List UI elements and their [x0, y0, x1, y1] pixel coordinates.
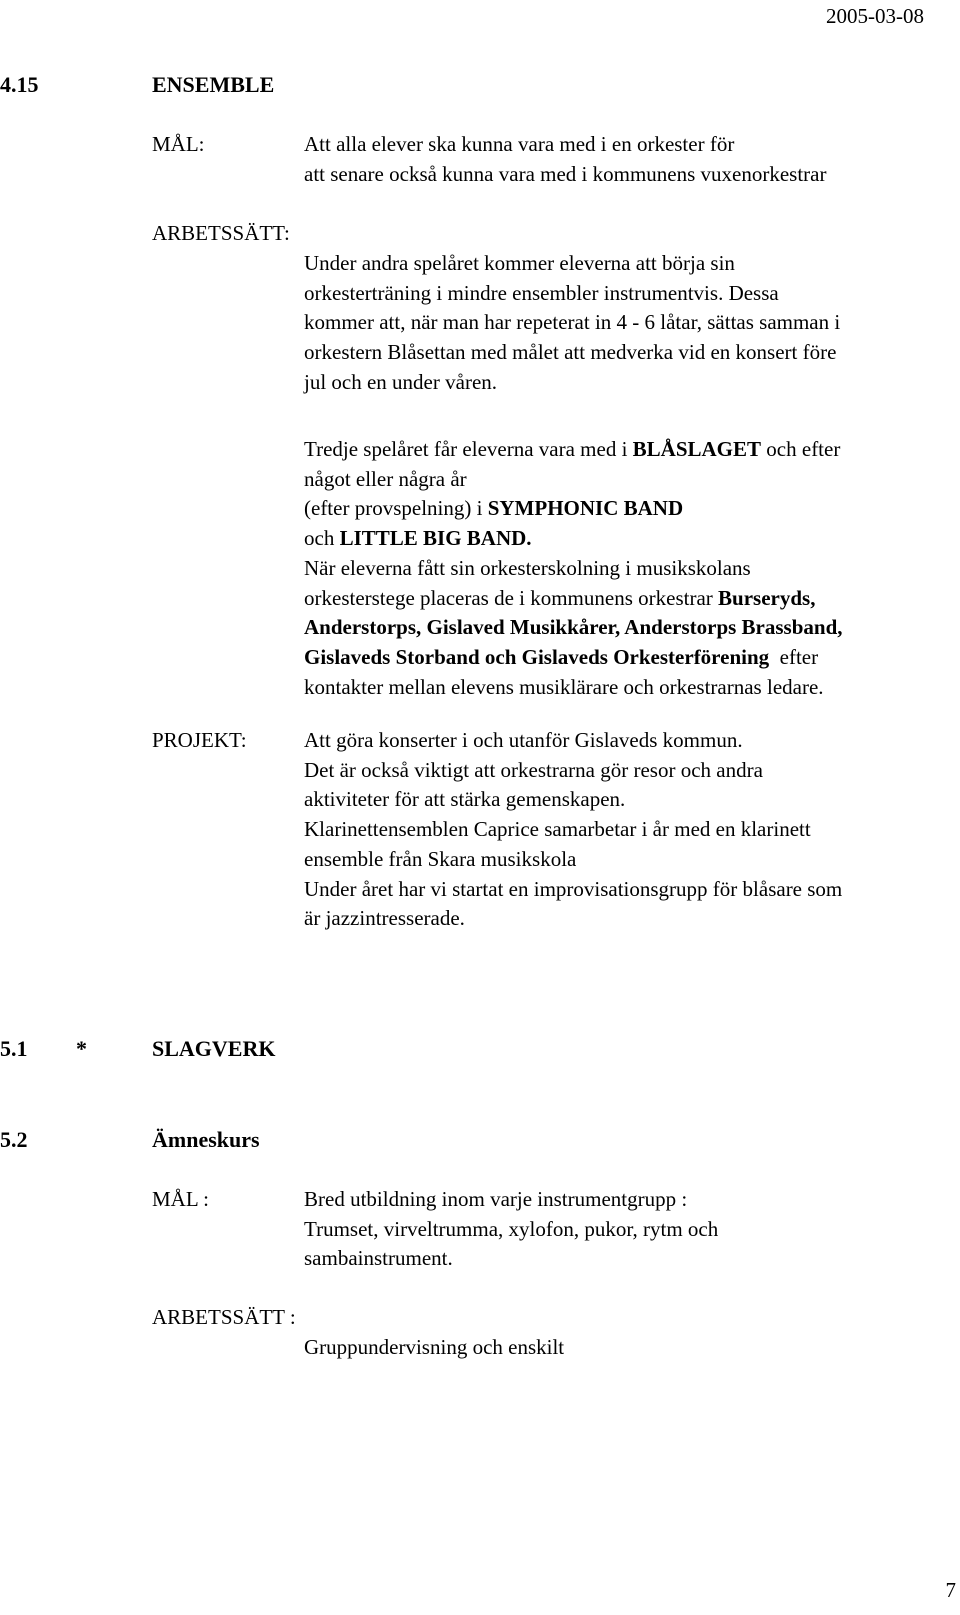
- arbetssatt-line-1: Under andra spelåret kommer eleverna att börja sin: [304, 251, 735, 275]
- arbetssatt-5-2-line-1: Gruppundervisning och enskilt: [304, 1335, 565, 1359]
- section-title-ensemble: ENSEMBLE: [152, 72, 275, 97]
- projekt-line-1: Att göra konserter i och utanför Gislaveds kommun.: [304, 728, 743, 752]
- section-title-slagverk: SLAGVERK: [152, 1036, 276, 1061]
- mal-label-5-2: MÅL :: [152, 1187, 209, 1211]
- mal-line-2: att senare också kunna vara med i kommunens vuxenorkestrar: [304, 161, 827, 186]
- little-big-band-name: LITTLE BIG BAND.: [339, 526, 532, 551]
- mal-label: MÅL:: [152, 132, 205, 156]
- blaslaget-name: BLÅSLAGET: [632, 437, 762, 461]
- arbetssatt-line-3: kommer att, när man har repeterat in 4 - 6 låtar, sättas samman i: [304, 310, 841, 335]
- tredje-line-1: Tredje spelåret får eleverna vara med i BLÅSLAGET och efter: [304, 437, 841, 461]
- section-title-amneskurs: Ämneskurs: [152, 1127, 260, 1152]
- projekt-text: [304, 726, 842, 934]
- projekt-label: PROJEKT:: [152, 728, 247, 752]
- burseryds-name: Burseryds,: [718, 585, 816, 610]
- arbetssatt-text-5-2: [304, 1333, 564, 1363]
- projekt-line-3: aktiviteter för att stärka gemenskapen.: [304, 787, 626, 812]
- section-number-5-2: 5.2: [0, 1127, 28, 1152]
- header-date: 2005-03-08: [826, 4, 924, 28]
- section-star: *: [76, 1036, 87, 1061]
- arbetssatt-label: ARBETSSÄTT:: [152, 221, 290, 245]
- orchestras-list: Gislaveds Storband och Gislaveds Orkesterförening: [304, 644, 770, 669]
- tredje-line-2: något eller några år: [304, 466, 467, 491]
- mal-text-5-2: [304, 1185, 718, 1274]
- mal-text: [304, 130, 827, 189]
- symphonic-band-name: SYMPHONIC BAND: [487, 496, 684, 521]
- mal-5-2-line-2: Trumset, virveltrumma, xylofon, pukor, rytm och: [304, 1216, 719, 1241]
- projekt-line-5: ensemble från Skara musikskola: [304, 846, 577, 871]
- arbetssatt-line-2: orkesterträning i mindre ensembler instrumentvis. Dessa: [304, 280, 779, 305]
- projekt-line-6: Under året har vi startat en improvisationsgrupp för blåsare som: [304, 876, 843, 901]
- projekt-line-4: Klarinettensemblen Caprice samarbetar i år med en klarinett: [304, 817, 811, 842]
- orchestra-paragraph: [304, 435, 843, 702]
- arbetssatt-label-5-2: ARBETSSÄTT :: [152, 1305, 296, 1329]
- arbetssatt-line-5: jul och en under våren.: [304, 369, 498, 394]
- projekt-line-7: är jazzintresserade.: [304, 906, 465, 931]
- section-number-5-1: 5.1: [0, 1036, 28, 1061]
- arbetssatt-text: [304, 249, 840, 398]
- projekt-line-2: Det är också viktigt att orkestrarna gör resor och andra: [304, 757, 763, 782]
- tredje-line-6: orkesterstege placeras de i kommunens orkestrar Burseryds,: [304, 585, 816, 610]
- mal-line-1: Att alla elever ska kunna vara med i en orkester för: [304, 132, 735, 156]
- mal-5-2-line-1: Bred utbildning inom varje instrumentgrupp :: [304, 1187, 688, 1211]
- tredje-line-4: och LITTLE BIG BAND.: [304, 526, 532, 551]
- tredje-line-9: kontakter mellan elevens musiklärare och orkestrarnas ledare.: [304, 674, 824, 699]
- tredje-line-3: (efter provspelning) i SYMPHONIC BAND: [304, 496, 684, 521]
- section-number-4-15: 4.15: [0, 72, 39, 97]
- tredje-line-8: Gislaveds Storband och Gislaveds Orkesterförening efter: [304, 644, 819, 669]
- tredje-line-7: Anderstorps, Gislaved Musikkårer, Anderstorps Brassband,: [304, 615, 843, 640]
- tredje-line-5: När eleverna fått sin orkesterskolning i musikskolans: [304, 555, 751, 580]
- mal-5-2-line-3: sambainstrument.: [304, 1246, 453, 1271]
- page-number: 7: [945, 1578, 956, 1602]
- arbetssatt-line-4: orkestern Blåsettan med målet att medverka vid en konsert före: [304, 340, 837, 365]
